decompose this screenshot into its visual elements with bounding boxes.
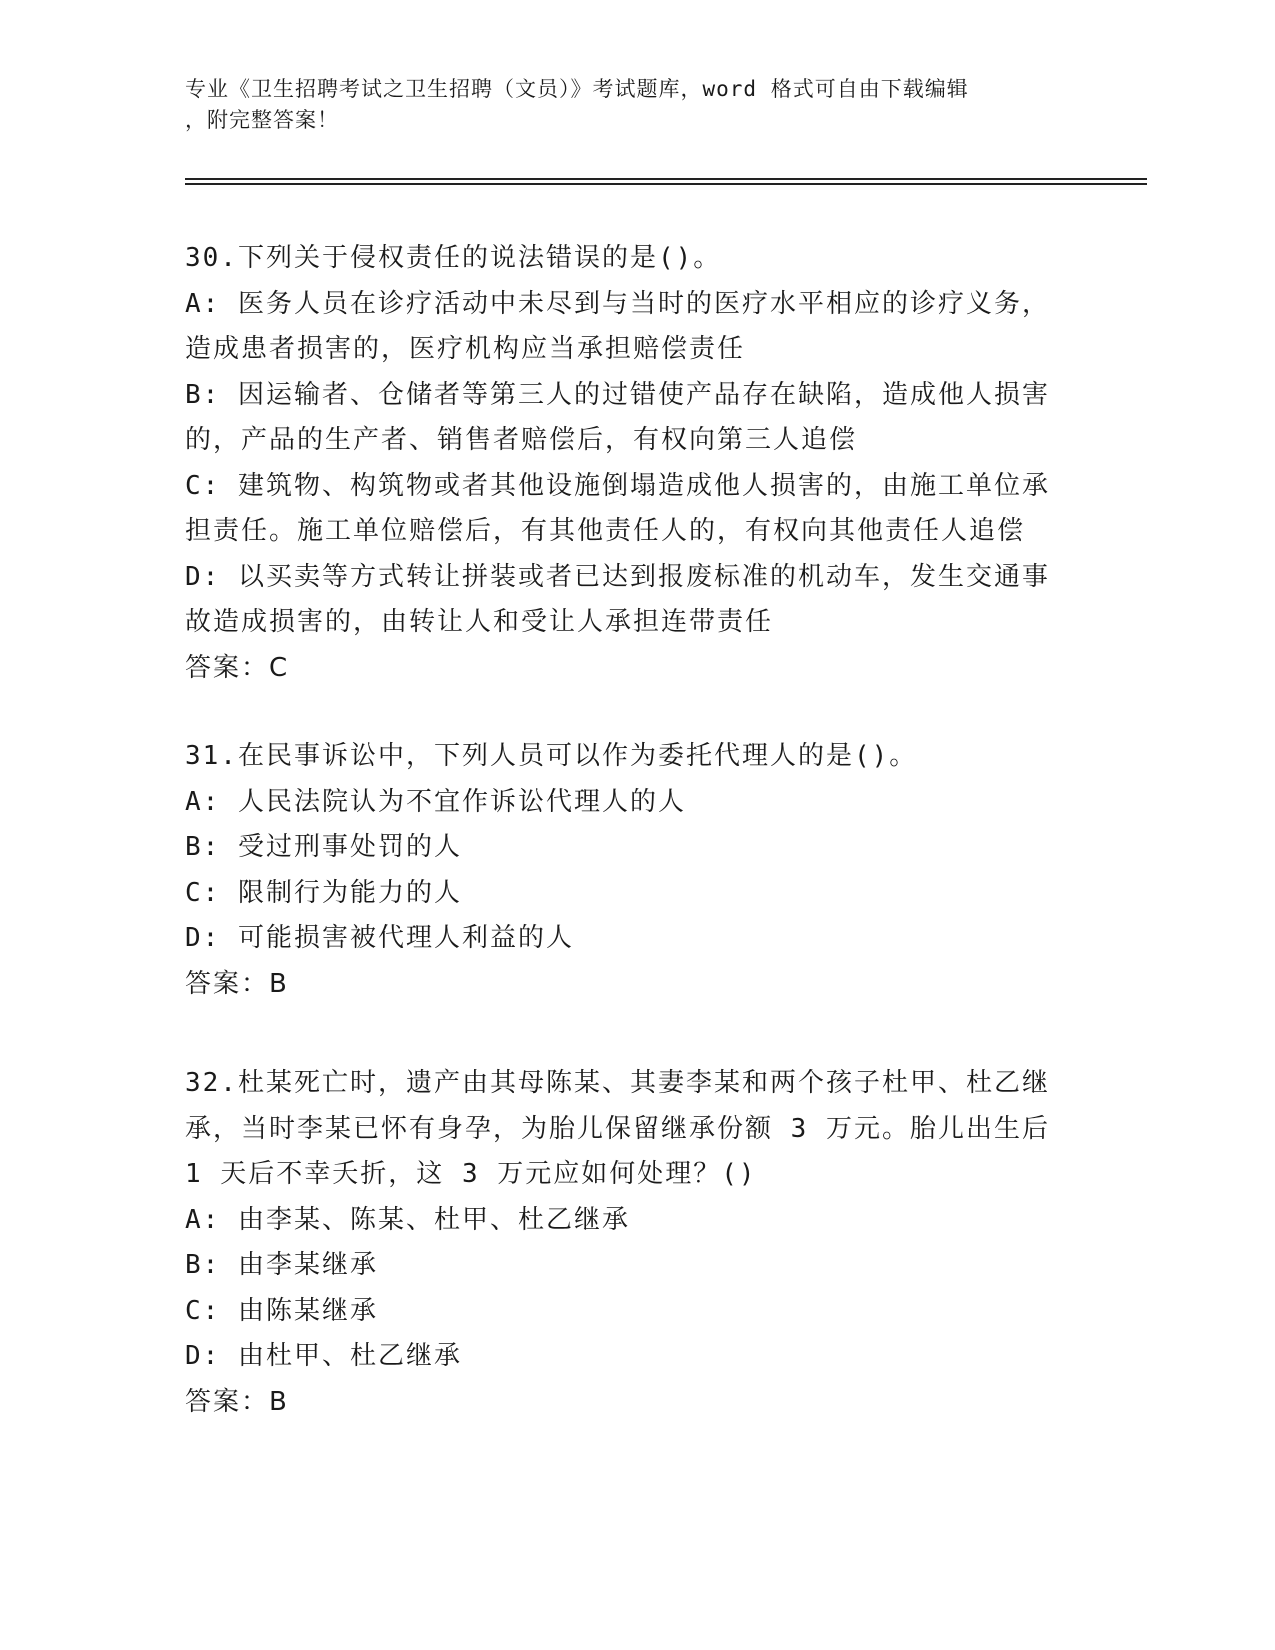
header-line-1: 专业《卫生招聘考试之卫生招聘（文员）》考试题库，word 格式可自由下载编辑 — [185, 77, 969, 101]
answer-label: 答案：B — [185, 1386, 289, 1417]
option-a: A: 人民法院认为不宜作诉讼代理人的人 — [185, 786, 686, 817]
option-a-line-1: A: 医务人员在诊疗活动中未尽到与当时的医疗水平相应的诊疗义务， — [185, 288, 1050, 319]
option-a: A: 由李某、陈某、杜甲、杜乙继承 — [185, 1204, 630, 1235]
option-c: C: 限制行为能力的人 — [185, 877, 462, 908]
option-a-line-2: 造成患者损害的，医疗机构应当承担赔偿责任 — [185, 334, 746, 364]
answer-label: 答案：C — [185, 652, 290, 683]
document-header — [185, 74, 1085, 136]
question-31 — [185, 734, 1085, 1007]
option-c — [185, 464, 1085, 555]
option-b: B: 由李某继承 — [185, 1250, 378, 1280]
question-30 — [185, 236, 1085, 691]
option-b — [185, 373, 1085, 464]
option-d-line-2: 故造成损害的，由转让人和受让人承担连带责任 — [185, 607, 774, 637]
option-d: D: 可能损害被代理人利益的人 — [185, 923, 574, 953]
option-d — [185, 555, 1085, 646]
option-b: B: 受过刑事处罚的人 — [185, 832, 462, 862]
question-stem-line-2: 承，当时李某已怀有身孕，为胎儿保留继承份额 3 万元。胎儿出生后 — [185, 1113, 1050, 1144]
option-d: D: 由杜甲、杜乙继承 — [185, 1341, 462, 1371]
option-b-line-2: 的，产品的生产者、销售者赔偿后，有权向第三人追偿 — [185, 425, 858, 455]
header-divider-top — [185, 178, 1147, 180]
question-stem: 31.在民事诉讼中，下列人员可以作为委托代理人的是()。 — [185, 741, 918, 771]
option-a — [185, 282, 1085, 373]
question-stem-line-1: 32.杜某死亡时，遗产由其母陈某、其妻李某和两个孩子杜甲、杜乙继 — [185, 1068, 1050, 1098]
answer-label: 答案：B — [185, 968, 289, 999]
question-32 — [185, 1061, 1085, 1425]
header-line-2: ，附完整答案！ — [185, 108, 339, 132]
option-d-line-1: D: 以买卖等方式转让拼装或者已达到报废标准的机动车，发生交通事 — [185, 561, 1050, 592]
option-b-line-1: B: 因运输者、仓储者等第三人的过错使产品存在缺陷，造成他人损害 — [185, 379, 1050, 410]
option-c-line-2: 担责任。施工单位赔偿后，有其他责任人的，有权向其他责任人追偿 — [185, 516, 1026, 546]
question-stem-line-3: 1 天后不幸夭折，这 3 万元应如何处理？() — [185, 1159, 757, 1189]
option-c: C: 由陈某继承 — [185, 1295, 378, 1326]
header-divider-bottom — [185, 183, 1147, 185]
option-c-line-1: C: 建筑物、构筑物或者其他设施倒塌造成他人损害的，由施工单位承 — [185, 470, 1050, 501]
question-stem: 30.下列关于侵权责任的说法错误的是()。 — [185, 243, 722, 273]
